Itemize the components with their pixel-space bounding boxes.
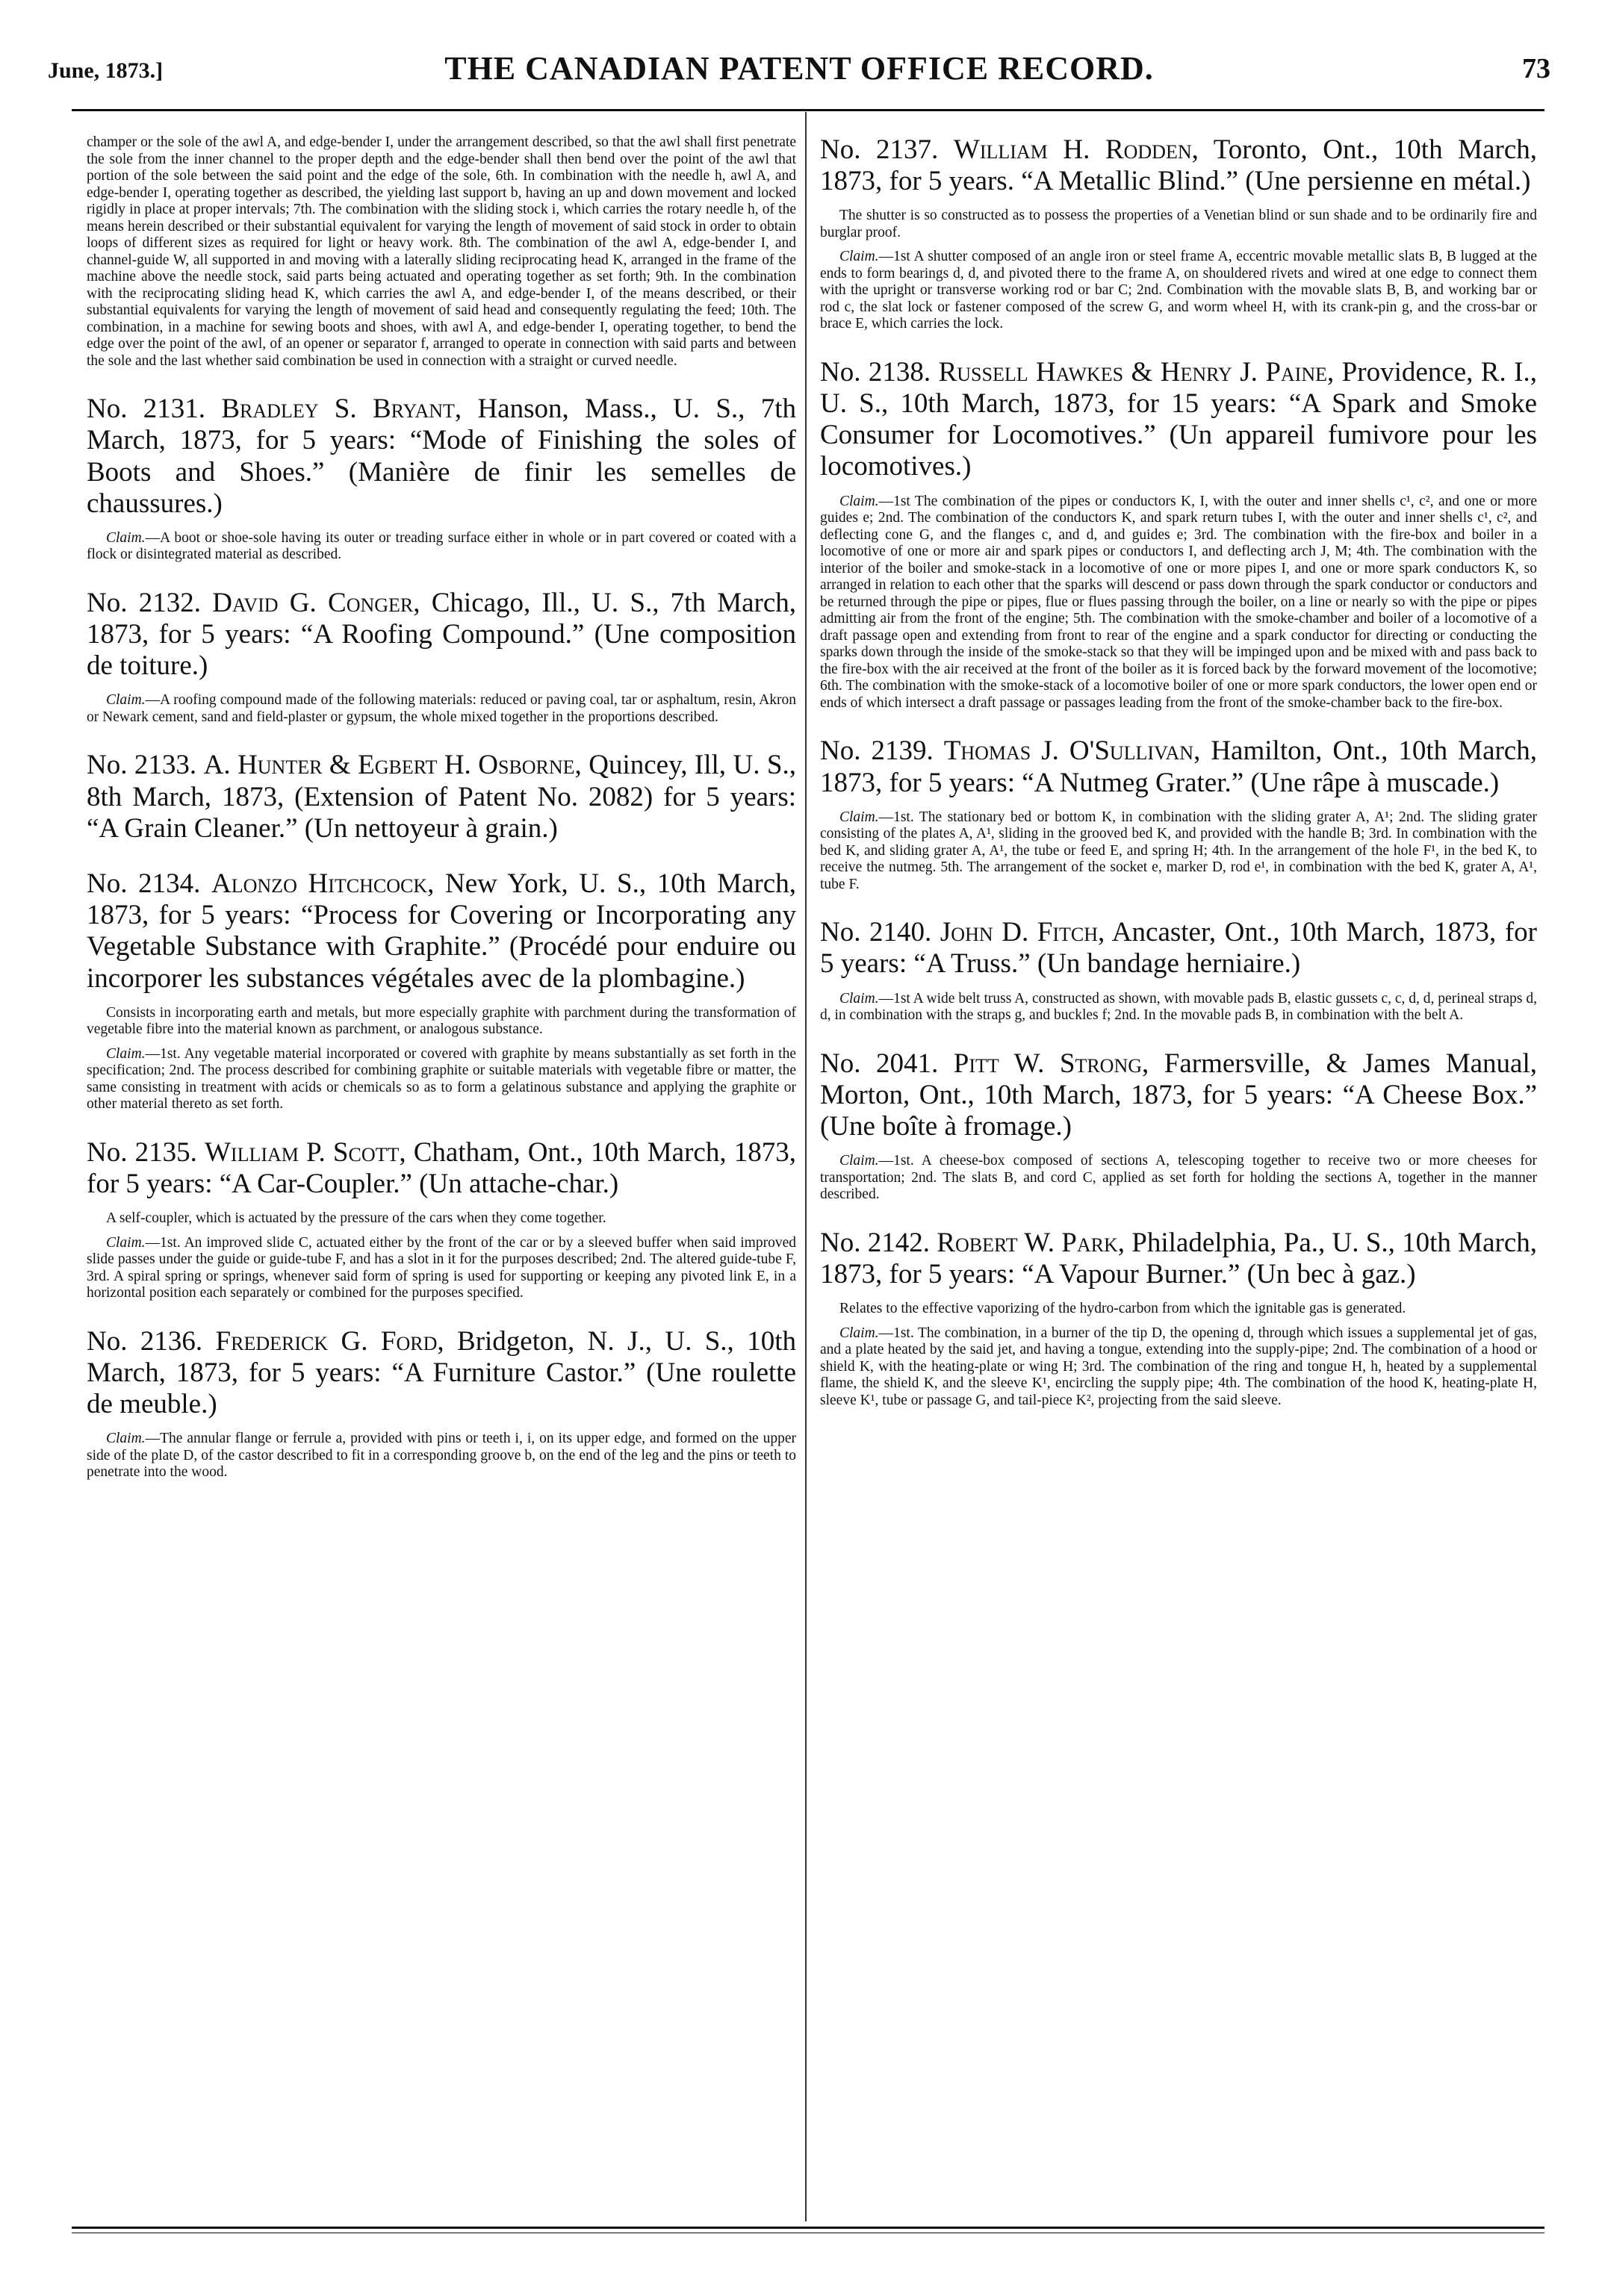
claim-label: Claim. — [839, 493, 879, 509]
right-column — [820, 134, 1537, 1409]
claim-label: Claim. — [839, 990, 879, 1007]
patent-heading — [820, 1048, 1537, 1143]
patent-number: No. 2136. — [87, 1325, 203, 1357]
patent-entry — [87, 393, 796, 564]
patent-details: New York, U. S., 10th March, 1873, for 5 years: “Process for Covering or Incorporating any Vegetable Substance with Graphite.” (Procédé pour enduire ou incorporer les substances végétales avec de la plombagine.) — [87, 868, 796, 994]
patent-number: No. 2142. — [820, 1227, 930, 1258]
patent-heading — [87, 750, 796, 844]
patent-details: Philadelphia, Pa., U. S., 10th March, 1873, for 5 years: “A Vapour Burner.” (Un bec à gaz.) — [820, 1227, 1537, 1289]
left-entries — [87, 393, 796, 1481]
patent-entry — [820, 735, 1537, 893]
patent-details: Bridgeton, N. J., U. S., 10th March, 1873, for 5 years: “A Furniture Castor.” (Une roulette de meuble.) — [87, 1325, 796, 1420]
paragraph-text: The shutter is so constructed as to possess the properties of a Venetian blind or sun shade and to be ordinarily fire and burglar proof. — [820, 208, 1537, 240]
claim-label: Claim. — [106, 1234, 146, 1251]
right-entries — [820, 134, 1537, 1409]
patent-heading — [820, 1228, 1537, 1290]
patentee-name: John D. Fitch, — [940, 917, 1105, 948]
patent-heading — [87, 1137, 796, 1200]
patent-details: Toronto, Ont., 10th March, 1873, for 5 years. “A Metallic Blind.” (Une persienne en métal.) — [820, 134, 1537, 197]
left-column — [87, 134, 796, 1481]
patent-number: No. 2134. — [87, 868, 201, 899]
patent-paragraph — [87, 1005, 796, 1039]
patent-details: Chicago, Ill., U. S., 7th March, 1873, for 5 years: “A Roofing Compound.” (Une composition de toiture.) — [87, 587, 797, 682]
patent-entry — [87, 868, 796, 1113]
patent-heading — [820, 357, 1537, 483]
paragraph-text: —1st. The combination, in a burner of the tip D, the opening d, through which issues a supplemental jet of gas, and a plate heated by the said jet, and having a tongue, extending into the supply-pipe; 2nd. The combination of a hood or shield K, with the heating-plate or wing H; 3rd. The combination of the ring and tongue H, h, heated by a supplemental flame, the shield K, and the sleeve K¹, encircling the supply pipe; 4th. The combination of the hood K, heating-plate H, sleeve K¹, tube or passage G, and tail-piece K², projecting from the said sleeve. — [820, 1325, 1537, 1408]
patent-paragraph — [87, 1431, 796, 1481]
patent-paragraph — [87, 1210, 796, 1228]
patentee-name: Alonzo Hitchcock, — [211, 868, 435, 899]
paragraph-text: —1st. Any vegetable material incorporated or covered with graphite by means substantially as set forth in the specification; 2nd. The process described for combining graphite or suitable materials with vegetable fibre or matter, the same consisting in treatment with acids or chemicals so as to form a gelatinous substance and applying the graphite or other material thereto as set forth. — [87, 1045, 796, 1113]
patent-heading — [87, 868, 796, 995]
paragraph-text: Consists in incorporating earth and metals, but more especially graphite with parchment during the transformation of vegetable fibre into the material known as parchment, or analogous substance. — [87, 1004, 796, 1038]
patent-entry — [820, 917, 1537, 1024]
patent-paragraph — [87, 1235, 796, 1302]
patentee-name: Russell Hawkes & Henry J. Paine, — [938, 356, 1335, 388]
patent-number: No. 2139. — [820, 735, 934, 767]
patent-heading — [87, 588, 796, 682]
paragraph-text: —1st. A cheese-box composed of sections A, telescoping together to receive two or more cheeses for transportation; 2nd. The slats B, and cord C, applied as set forth for holding the sections A, together in the manner described. — [820, 1153, 1537, 1203]
patent-number: No. 2137. — [820, 134, 939, 165]
patent-paragraph — [87, 530, 796, 564]
patent-paragraph — [820, 1153, 1537, 1204]
patentee-name: Thomas J. O'Sullivan, — [943, 735, 1201, 767]
paragraph-text: —The annular flange or ferrule a, provided with pins or teeth i, i, on its upper edge, and formed on the upper side of the plate D, of the castor described to fit in a corresponding groove b, on the end of the leg and the pins or teeth to penetrate into the wood. — [87, 1431, 796, 1481]
patent-heading — [87, 393, 796, 520]
paragraph-text: —A boot or shoe-sole having its outer or treading surface either in whole or in part covered or coated with a flock or disintegrated material as described. — [87, 529, 796, 563]
patentee-name: William P. Scott, — [205, 1136, 406, 1168]
patent-details: Hanson, Mass., U. S., 7th March, 1873, for 5 years: “Mode of Finishing the soles of Boots and Shoes.” (Manière de finir les semelles de chaussures.) — [87, 393, 796, 519]
paragraph-text: A self-coupler, which is actuated by the pressure of the cars when they come together. — [106, 1210, 606, 1227]
continued-claims: champer or the sole of the awl A, and edge-bender I, under the arrangement described, so that the awl shall first penetrate the sole from the inner channel to the proper depth and the edge-bender shall then bend over the point of the awl that portion of the sole between the said point and the edge of the sole, 6th. In combination with the needle h, awl A, and edge-bender I, operating together as described, the yielding last support b, having an up and down movement and locked rigidly in place at proper intervals; 7th. The combination with the sliding stock i, which carries the rotary needle h, of the means herein described or their substantial equivalent for varying the length of movement of said stock in order to obtain loops of different sizes as required for light or heavy work. 8th. The combination of the awl A, edge-bender I, and channel-guide W, all supported in and moving with a laterally sliding reciprocating head K, arranged in the frame of the machine above the needle stock, said parts being actuated and operating together as set forth; 9th. In the combination with the reciprocating sliding head K, which carries the awl A, and edge-bender I, of the means described, or their substantial equivalents for varying the length of movement of said head and consequently regulating the feed; 10th. The combination, in a machine for sewing boots and shoes, with awl A, and edge-bender I, operating together, to bend the edge over the point of the awl, of an opener or separator f, arranged to operate in connection with said parts and between the sole and the last whether said combination be used in connection with a straight or curved needle. — [87, 134, 796, 369]
column-divider — [805, 112, 807, 2221]
paragraph-text: Relates to the effective vaporizing of the hydro-carbon from which the ignitable gas is generated. — [839, 1301, 1406, 1317]
footer-rule — [72, 2227, 1544, 2229]
patentee-name: David G. Conger, — [212, 587, 420, 618]
patent-heading — [87, 1326, 796, 1421]
patent-entry — [820, 357, 1537, 712]
patentee-name: A. Hunter & Egbert H. Osborne, — [203, 750, 582, 781]
patent-number: No. 2140. — [820, 917, 932, 948]
patent-entry — [87, 750, 796, 844]
header-rule — [72, 109, 1544, 111]
paragraph-text: —1st. An improved slide C, actuated either by the front of the car or by a sleeved buffer when said improved slide passes under the guide or guide-tube F, and has a slot in it for the purposes described; 2nd. The altered guide-tube F, 3rd. A spiral spring or springs, whenever said form of spring is used for supporting or keeping any pivoted link E, in a horizontal position each separately or combined for the purposes specified. — [87, 1234, 796, 1301]
patent-details: Quincey, Ill, U. S., 8th March, 1873, (Extension of Patent No. 2082) for 5 years: “A Grain Cleaner.” (Un nettoyeur à grain.) — [87, 750, 796, 844]
patent-heading — [820, 917, 1537, 980]
paragraph-text: —1st A shutter composed of an angle iron or steel frame A, eccentric movable metallic slats B, B lugged at the ends to form bearings d, d, and pivoted there to the frame A, on shouldered rivets and wired at one edge to connect them with the upright or transverse working rod or bar C; 2nd. Combination with the movable slats B, B, and working bar or rod c, the slat lock or fastener composed of the screw G, and worm wheel H, with its crank-pin g, and the cross-bar or brace E, which carries the lock. — [820, 249, 1537, 332]
patent-number: No. 2133. — [87, 750, 197, 781]
patentee-name: Bradley S. Bryant, — [221, 393, 462, 425]
patent-paragraph — [820, 1325, 1537, 1410]
patent-number: No. 2041. — [820, 1048, 939, 1079]
patent-details: Ancaster, Ont., 10th March, 1873, for 5 years: “A Truss.” (Un bandage herniaire.) — [820, 917, 1537, 980]
patent-details: Chatham, Ont., 10th March, 1873, for 5 years: “A Car-Coupler.” (Un attache-char.) — [87, 1136, 796, 1199]
patentee-name: Robert W. Park, — [937, 1227, 1125, 1258]
journal-title: THE CANADIAN PATENT OFFICE RECORD. — [444, 50, 1154, 87]
claim-label: Claim. — [106, 1431, 146, 1447]
patent-details: Providence, R. I., U. S., 10th March, 1873, for 15 years: “A Spark and Smoke Consumer for Locomotives.” (Un appareil fumivore pour les locomotives.) — [820, 356, 1537, 482]
patentee-name: Pitt W. Strong, — [953, 1048, 1149, 1079]
patent-paragraph — [820, 494, 1537, 712]
patent-paragraph — [820, 249, 1537, 333]
patent-entry — [87, 588, 796, 727]
paragraph-text: —1st The combination of the pipes or conductors K, I, with the outer and inner shells c¹, c², and one or more guides e; 2nd. The combination of the conductors K, and spark return tubes I, with the outer and inner shells c¹, c², and deflecting cone G, and the flanges c, and d, and guides e; 3rd. The combination with the fire-box and boiler in a locomotive of one or more air and spark pipes or conductors I, and deflecting arch J, M; 4th. The combination with the interior of the boiler and smoke-stack in a locomotive of one or more pipes I, and one or more spark conductors K, so arranged in relation to each other that the sparks will descend or pass down through the spark conductor or conductors and be returned through the pipe or pipes, flue or flues passing through the boiler, on a line or nearly so with the pipe or pipes admitting air from the front of the engine; 5th. The combination with the smoke-chamber and boiler of a locomotive of a draft passage open and extending from front to rear of the engine and a spark conductor for directing or conducting the sparks down through the inside of the smoke-stack so that they will be impinged upon and be mixed with and pass back to the fire-box with the air received at the front of the boiler as it is forced back by the forward movement of the locomotive; 6th. The combination with the smoke-stack of a locomotive boiler of one or more spark conductors, the lower open end or ends of which intersect a draft passage or passages leading from the front of the smoke-chamber back to the fire-box. — [820, 493, 1537, 711]
page-number: 73 — [1522, 53, 1550, 84]
patent-entry — [820, 134, 1537, 333]
patent-paragraph — [820, 991, 1537, 1024]
patent-number: No. 2131. — [87, 393, 206, 425]
patent-paragraph — [820, 208, 1537, 241]
paragraph-text: —1st A wide belt truss A, constructed as shown, with movable pads B, elastic gussets c, c, d, d, perineal straps d, d, in combination with the straps g, and buckles f; 2nd. In the movable pads B, in combination with the belt A. — [820, 990, 1537, 1024]
patent-paragraph — [820, 809, 1537, 894]
patent-heading — [820, 735, 1537, 798]
patent-number: No. 2138. — [820, 356, 931, 388]
claim-label: Claim. — [106, 529, 146, 546]
patentee-name: William H. Rodden, — [953, 134, 1199, 165]
patent-entry — [820, 1228, 1537, 1409]
paragraph-text: —A roofing compound made of the following materials: reduced or paving coal, tar or asphaltum, resin, Akron or Newark cement, sand and field-plaster or gypsum, the whole mixed together in the proportions described. — [87, 692, 796, 725]
patent-details: Hamilton, Ont., 10th March, 1873, for 5 years: “A Nutmeg Grater.” (Une râpe à muscade.) — [820, 735, 1537, 798]
page-header — [48, 45, 1550, 105]
patentee-name: Frederick G. Ford, — [215, 1325, 444, 1357]
claim-label: Claim. — [106, 1045, 146, 1062]
patent-heading — [820, 134, 1537, 197]
patent-paragraph — [87, 1046, 796, 1113]
claim-label: Claim. — [839, 1153, 879, 1169]
claim-label: Claim. — [839, 1325, 879, 1341]
claim-label: Claim. — [839, 809, 879, 825]
paragraph-text: —1st. The stationary bed or bottom K, in combination with the sliding grater A, A¹; 2nd. The sliding grater consisting of the plates A, A¹, sliding in the grooved bed K, and provided with the handle B; 3rd. In combination with the bed K, and sliding grater A, A¹, the tube or feed E, and spring H; 4th. In the arrangement of the hole F¹, in the bed K, to receive the nutmeg. 5th. The arrangement of the socket e, marker D, rod e¹, in combination with the bed K, grater A, A¹, tube F. — [820, 809, 1537, 892]
patent-entry — [87, 1137, 796, 1302]
patent-number: No. 2135. — [87, 1136, 197, 1168]
patent-entry — [87, 1326, 796, 1481]
patent-number: No. 2132. — [87, 587, 201, 618]
claim-label: Claim. — [839, 249, 879, 265]
patent-details: Farmersville, & James Manual, Morton, Ont., 10th March, 1873, for 5 years: “A Cheese Box.” (Une boîte à fromage.) — [820, 1048, 1537, 1142]
patent-paragraph — [820, 1301, 1537, 1318]
patent-entry — [820, 1048, 1537, 1204]
claim-label: Claim. — [106, 692, 146, 709]
patent-paragraph — [87, 692, 796, 726]
issue-date: June, 1873.] — [48, 58, 164, 83]
